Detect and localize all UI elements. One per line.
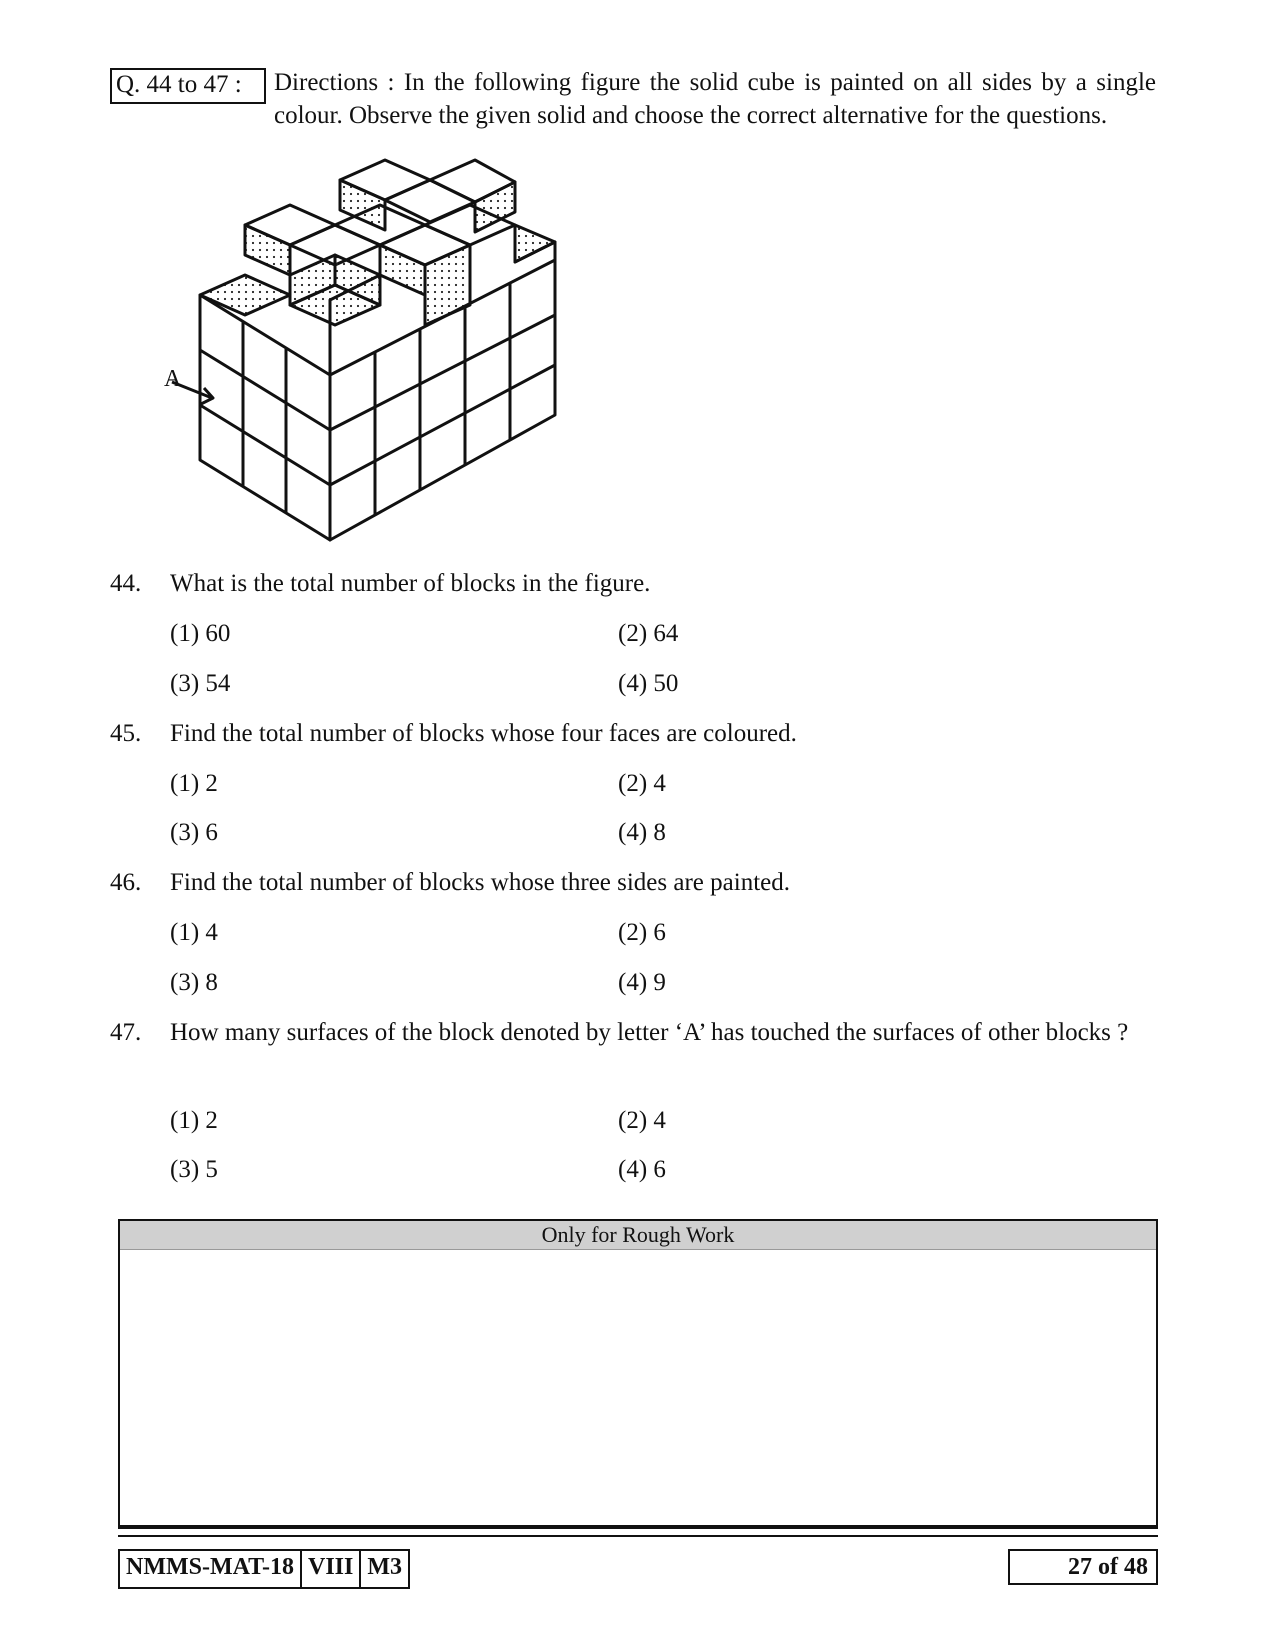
series-label: M3 [367,1554,402,1580]
option[interactable]: (1) 2 [170,1107,218,1134]
page-number: 27 of 48 [1008,1549,1158,1585]
top-cube-face [385,180,475,222]
dotted-face [200,275,290,315]
dotted-face [380,245,425,295]
question-number: 45. [110,720,142,747]
option[interactable]: (4) 6 [618,1156,666,1183]
question-number: 46. [110,869,142,896]
question-text: How many surfaces of the block denoted by letter ‘A’ has touched the surfaces of other blocks ? [170,1019,1129,1046]
stacked-cubes-figure [160,150,600,580]
question-number: 44. [110,570,142,597]
footer-divider [118,1535,1158,1537]
option[interactable]: (4) 9 [618,969,666,996]
rough-work-label: Only for Rough Work [120,1221,1156,1250]
option[interactable]: (3) 54 [170,670,231,697]
figure-marker-label: A [164,366,182,392]
dotted-face [425,245,470,325]
option[interactable]: (1) 2 [170,770,218,797]
option[interactable]: (2) 4 [618,770,666,797]
option[interactable]: (1) 4 [170,919,218,946]
option[interactable]: (3) 6 [170,819,218,846]
footer-code-box [118,1549,410,1589]
rough-work-box[interactable] [118,1219,1158,1527]
question-text: Find the total number of blocks whose four faces are coloured. [170,720,797,747]
option[interactable]: (2) 4 [618,1107,666,1134]
directions-text: Directions : In the following figure the solid cube is painted on all sides by a single colour. Observe the given solid and choose the correct alternative for the questions. [274,69,1156,129]
option[interactable]: (2) 64 [618,620,679,647]
question-text: Find the total number of blocks whose three sides are painted. [170,869,790,896]
question-text: What is the total number of blocks in the figure. [170,570,651,597]
dotted-face [475,182,515,232]
option[interactable]: (1) 60 [170,620,231,647]
class-label: VIII [302,1551,361,1587]
option[interactable]: (4) 8 [618,819,666,846]
paper-code: NMMS-MAT-18 [120,1551,302,1587]
option[interactable]: (4) 50 [618,670,679,697]
option[interactable]: (2) 6 [618,919,666,946]
question-number: 47. [110,1019,142,1046]
footer-divider [118,1527,1158,1529]
question-range-label: Q. 44 to 47 : [110,68,266,104]
option[interactable]: (3) 8 [170,969,218,996]
dotted-face [245,225,290,275]
option[interactable]: (3) 5 [170,1156,218,1183]
